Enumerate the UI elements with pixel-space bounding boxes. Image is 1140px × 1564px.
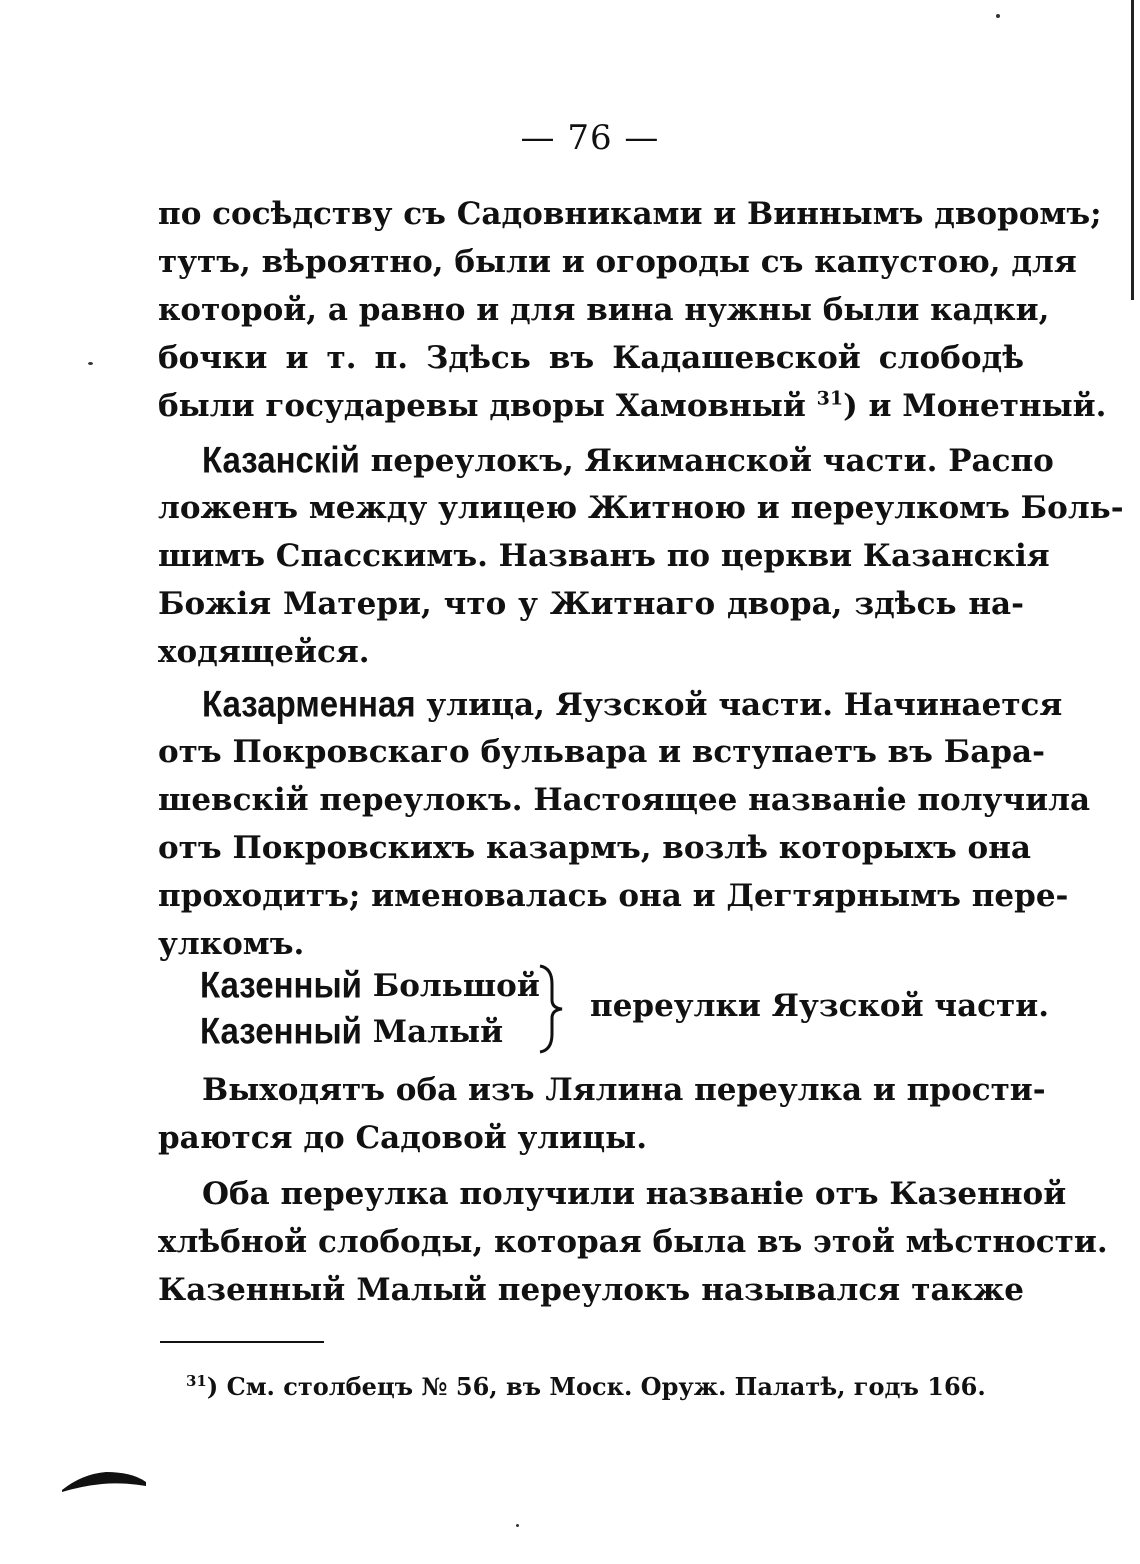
page-number: — 76 —: [520, 118, 660, 158]
text-line: Божія Матери, что у Житнаго двора, здѣсь на-: [158, 586, 1024, 622]
text-line: [158, 382, 1107, 430]
ink-smudge: [62, 1470, 146, 1492]
text-line: Казенный Малый переулокъ назывался также: [158, 1272, 1024, 1308]
footnote-marker: 31: [186, 1372, 207, 1390]
text-line: ходящейся.: [158, 634, 370, 670]
footnote: [186, 1372, 986, 1401]
text-fragment: улица, Яузской части. Начинается: [415, 687, 1063, 723]
text-line: шевскій переулокъ. Настоящее названіе получила: [158, 782, 1091, 818]
text-fragment: переулокъ, Якиманской части. Распо: [359, 443, 1054, 479]
entry-kazarmennaya: [158, 680, 1091, 968]
text-line: [158, 680, 1063, 728]
text-line: Выходятъ оба изъ Лялина переулка и прости-: [202, 1072, 1046, 1108]
text-line: [158, 436, 1054, 484]
ink-speck: [996, 14, 1000, 18]
ink-speck: [516, 1524, 519, 1527]
text-line: Оба переулка получили названіе отъ Казенной: [202, 1176, 1067, 1212]
text-line: раются до Садовой улицы.: [158, 1120, 648, 1156]
text-fragment: были государевы дворы Хамовный: [158, 388, 817, 424]
text-line: бочки и т. п. Здѣсь въ Кадашевской слободѣ: [158, 340, 1024, 376]
entry-kazanskiy: [158, 436, 1124, 676]
entry-term: Казанскій: [202, 438, 360, 481]
entry-term: Казенный: [200, 963, 362, 1006]
footnote-rule: [160, 1341, 324, 1343]
text-line: [200, 962, 540, 1008]
entry-term: Казарменная: [202, 682, 416, 725]
ink-speck: [88, 362, 93, 365]
footnote-reference: 31: [816, 387, 844, 410]
text-line: которой, а равно и для вина нужны были кадки,: [158, 292, 1050, 328]
entry-kazennyy-brace: [200, 962, 1050, 1062]
brace-names: [200, 962, 540, 1054]
text-fragment: ) и Монетный.: [843, 388, 1107, 424]
text-line: хлѣбной слободы, которая была въ этой мѣстности.: [158, 1224, 1108, 1260]
paragraph-oba: [158, 1170, 1108, 1314]
footnote-text: ) См. столбецъ № 56, въ Моск. Оруж. Палатѣ, годъ 166.: [206, 1372, 986, 1401]
text-line: [200, 1008, 540, 1054]
text-line: проходитъ; именовалась она и Дегтярнымъ пере-: [158, 878, 1069, 914]
text-line: улкомъ.: [158, 926, 305, 962]
text-fragment: Большой: [361, 968, 540, 1004]
text-line: ложенъ между улицею Житною и переулкомъ Боль-: [158, 490, 1124, 526]
paragraph-vyhodyat: [158, 1066, 1046, 1162]
text-fragment: Малый: [361, 1014, 504, 1050]
paragraph-continuation: [158, 190, 1107, 430]
entry-term: Казенный: [200, 1009, 362, 1052]
text-line: шимъ Спасскимъ. Названъ по церкви Казанскія: [158, 538, 1050, 574]
right-brace-icon: [536, 964, 566, 1054]
text-line: тутъ, вѣроятно, были и огороды съ капустою, для: [158, 244, 1077, 280]
text-line: отъ Покровскихъ казармъ, возлѣ которыхъ она: [158, 830, 1031, 866]
text-line: по сосѣдству съ Садовниками и Виннымъ дворомъ;: [158, 196, 1102, 232]
brace-shared-text: переулки Яузской части.: [590, 988, 1050, 1024]
text-line: отъ Покровскаго бульвара и вступаетъ въ Бара-: [158, 734, 1045, 770]
